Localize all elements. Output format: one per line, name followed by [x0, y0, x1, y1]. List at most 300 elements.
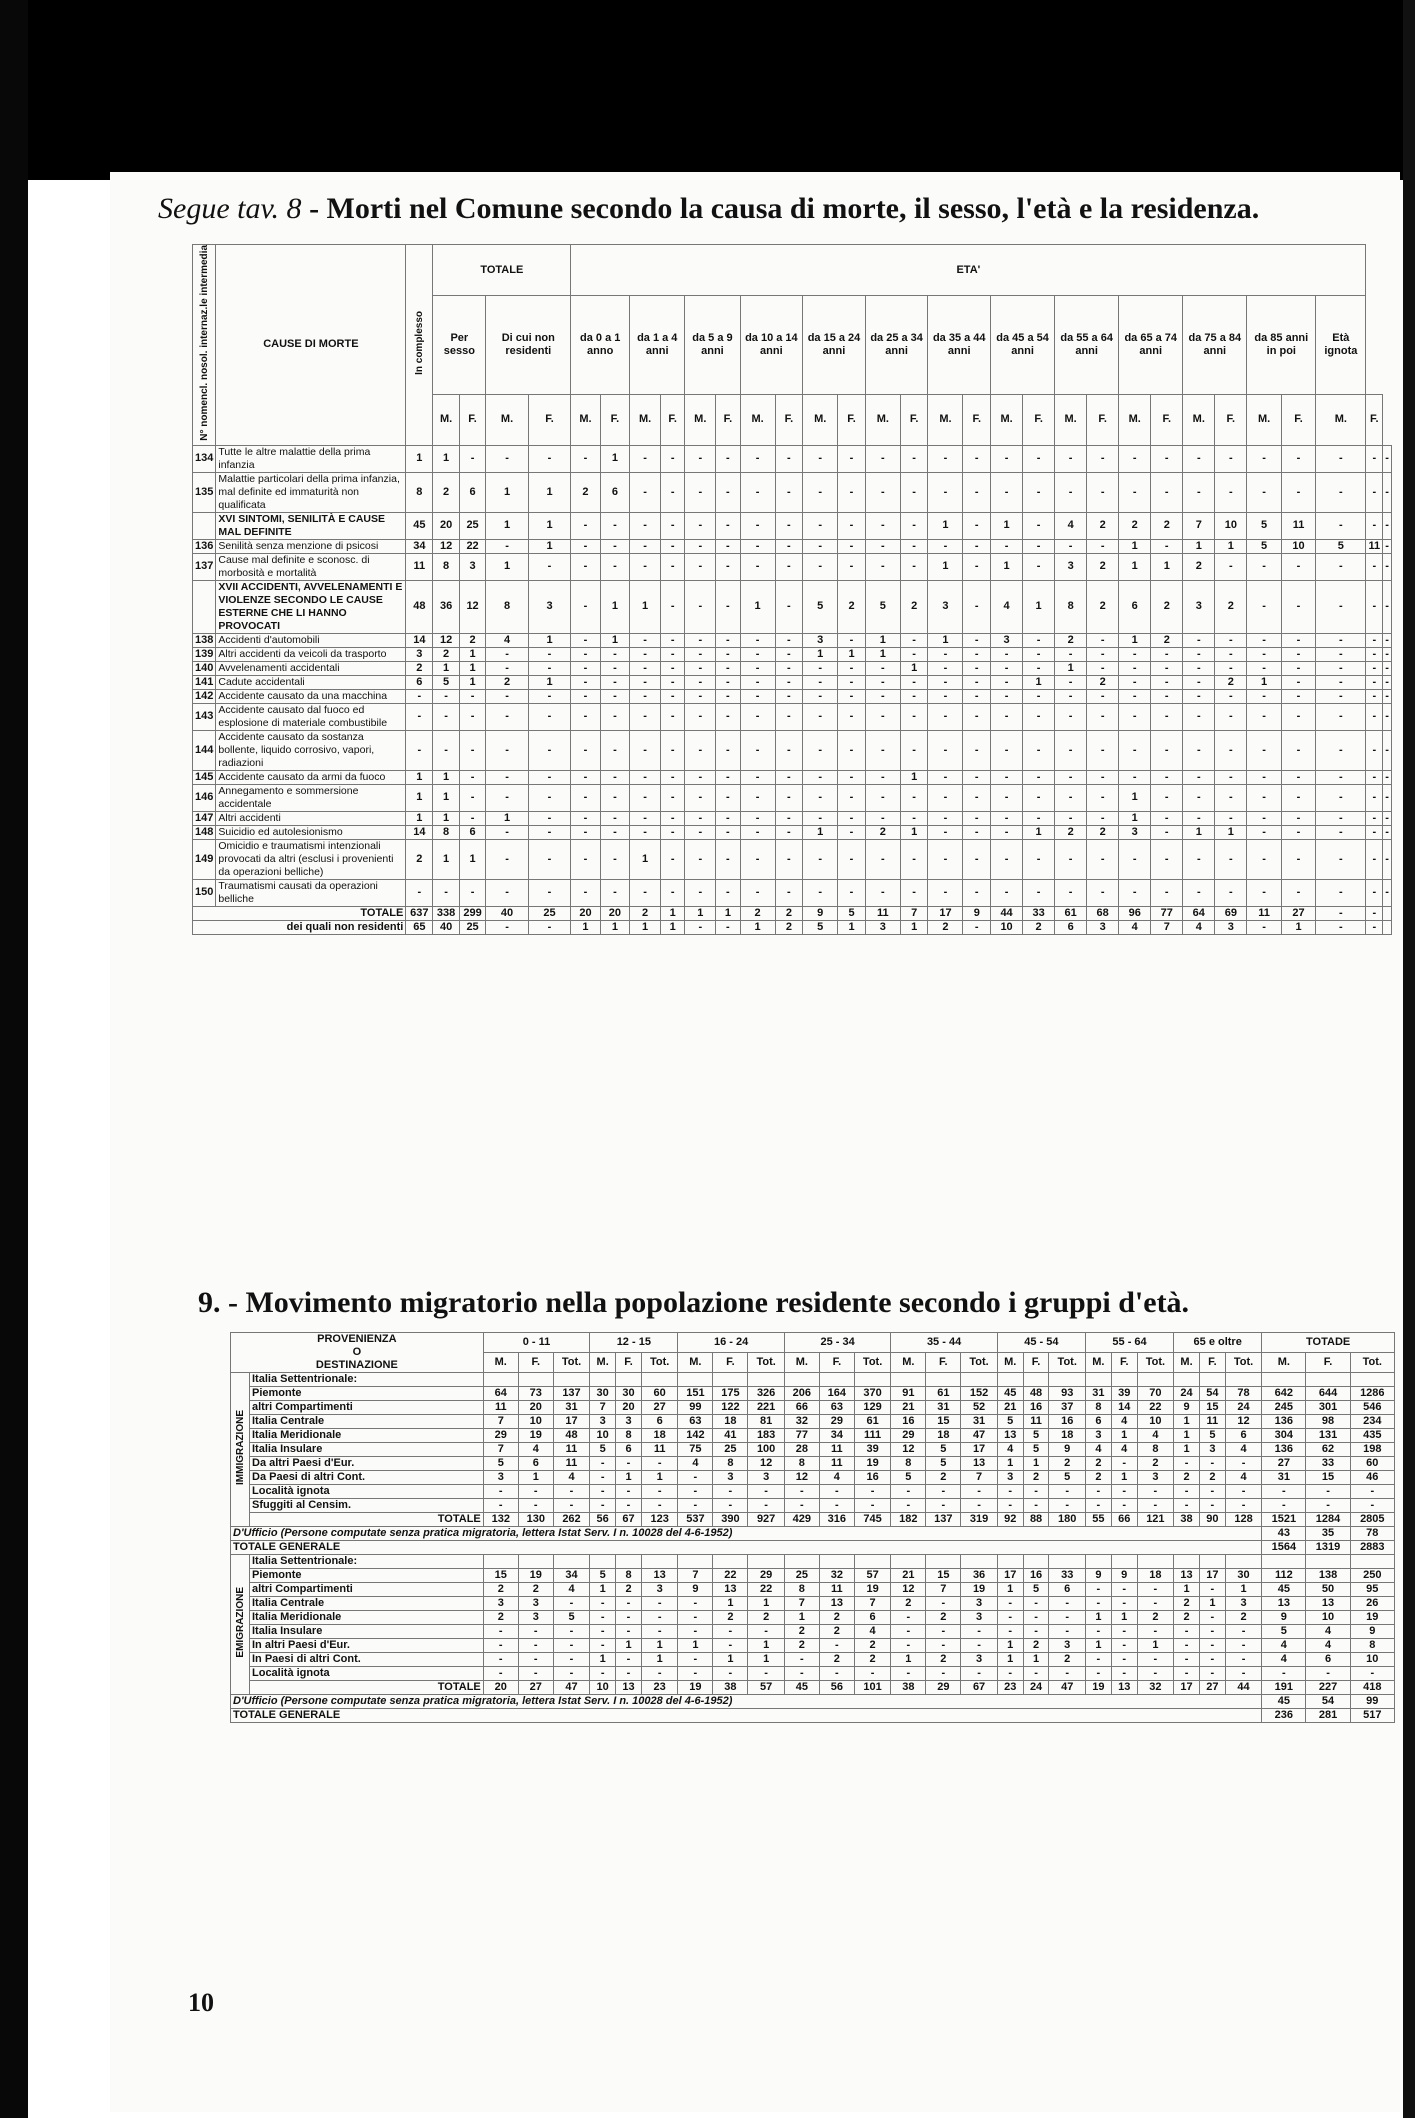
table8-cell: -	[1383, 661, 1392, 675]
table8-cell: 1	[486, 472, 528, 512]
table9-cell: 99	[1350, 1695, 1394, 1709]
table9-cell: 2	[483, 1611, 518, 1625]
table9-cell: 1284	[1306, 1513, 1350, 1527]
table9-cell: 4	[678, 1457, 713, 1471]
table8-totale-row	[193, 906, 1392, 920]
table8-cell: 1	[991, 512, 1023, 539]
table8-cell: 3	[1183, 580, 1215, 633]
table8-cell: -	[459, 445, 485, 472]
table9-cell: 2	[891, 1597, 926, 1611]
table9-cell: -	[713, 1499, 748, 1513]
table8-cell: -	[1183, 445, 1215, 472]
table8-row-total: 6	[406, 675, 433, 689]
table9-cell	[1262, 1373, 1306, 1387]
table8-cell: -	[1316, 839, 1366, 879]
table8-row	[193, 661, 1392, 675]
table8-cell: 1	[433, 811, 459, 825]
table9-cell: 60	[1350, 1457, 1394, 1471]
table8-cell: -	[991, 539, 1023, 553]
table8-cell: -	[1215, 839, 1247, 879]
table9-cell: -	[713, 1667, 748, 1681]
table9-cell: -	[1199, 1625, 1225, 1639]
table9-cell	[1306, 1373, 1350, 1387]
table8-row-cause: XVI SINTOMI, SENILITÀ E CAUSE MAL DEFINITE	[216, 512, 406, 539]
table8-nonres-row	[193, 920, 1392, 934]
table9-cell: 3	[1225, 1597, 1261, 1611]
table9-cell: 1	[997, 1457, 1023, 1471]
table8-cell: -	[865, 784, 900, 811]
table8-cell: -	[803, 703, 838, 730]
table9-cell: -	[553, 1667, 589, 1681]
table8-cell: 9	[803, 906, 838, 920]
table9-cell: 17	[997, 1569, 1023, 1583]
table9-cell: 19	[854, 1583, 890, 1597]
table8-cell: -	[1119, 703, 1151, 730]
table8-row-total: 11	[406, 553, 433, 580]
table9-cell: 2	[1023, 1471, 1049, 1485]
table9-cell: 2	[616, 1583, 642, 1597]
table9-cell: -	[616, 1597, 642, 1611]
table8-age-group-header: da 15 a 24 anni	[803, 296, 866, 395]
table9-cell: 4	[1262, 1653, 1306, 1667]
table9-row	[231, 1415, 1395, 1429]
table8-cell: 299	[459, 906, 485, 920]
table8-cell: -	[1281, 445, 1315, 472]
table9-cell: -	[748, 1485, 784, 1499]
table9-cell	[616, 1373, 642, 1387]
table8-cell: 1	[716, 906, 740, 920]
table9-cell: 370	[854, 1387, 890, 1401]
table8-cell: -	[661, 839, 685, 879]
table9-cell: -	[1085, 1499, 1111, 1513]
table8-cell: -	[865, 512, 900, 539]
table9-cell: -	[553, 1485, 589, 1499]
table8-cell: -	[865, 730, 900, 770]
table9-cell: -	[1350, 1499, 1394, 1513]
table8-cell: -	[1183, 703, 1215, 730]
table9-cell: -	[641, 1457, 677, 1471]
table8-cell: -	[1055, 675, 1087, 689]
table8-cell: -	[486, 647, 528, 661]
table9-cell: -	[961, 1667, 997, 1681]
table8-title	[158, 192, 1259, 226]
table8-cell: -	[838, 445, 866, 472]
table8-cell: -	[963, 472, 991, 512]
table9-cell: -	[641, 1611, 677, 1625]
table9-title: 9. - Movimento migratorio nella popolazione residente secondo i gruppi d'età.	[198, 1286, 1190, 1319]
table8-cell: -	[630, 539, 661, 553]
table8-cell: -	[900, 445, 928, 472]
table8-row-cause: Altri accidenti da veicoli da trasporto	[216, 647, 406, 661]
table9-cell: 1319	[1306, 1541, 1350, 1555]
table9-cell: -	[553, 1653, 589, 1667]
table8-cell: 20	[433, 512, 459, 539]
table9-m-header: M.	[483, 1353, 518, 1373]
table9-cell: 9	[1350, 1625, 1394, 1639]
table8-cell: -	[1383, 839, 1392, 879]
table8-nonres-row-label: dei quali non residenti	[193, 920, 406, 934]
table8-cell: -	[1316, 647, 1366, 661]
table8-cell: -	[685, 770, 716, 784]
table8-cell: -	[803, 784, 838, 811]
table8-cell: -	[775, 730, 803, 770]
table9-tot-header: Tot.	[748, 1353, 784, 1373]
table9-cell: 142	[678, 1429, 713, 1443]
table8-cell: -	[1383, 784, 1392, 811]
table8-row-cause: Accidente causato da sostanza bollente, liquido corrosivo, vapori, radiazioni	[216, 730, 406, 770]
table9-cell	[1262, 1555, 1306, 1569]
table9-cell: -	[1137, 1653, 1173, 1667]
table9-age-group-header: 25 - 34	[784, 1333, 890, 1353]
table9-cell: -	[553, 1597, 589, 1611]
table9-cell: 3	[961, 1653, 997, 1667]
table9-cell: 5	[1262, 1625, 1306, 1639]
table9-cell: 30	[590, 1387, 616, 1401]
table9-cell: -	[1225, 1499, 1261, 1513]
table9-m-header: M.	[678, 1353, 713, 1373]
table8-cell: -	[1281, 689, 1315, 703]
table8-cell: 5	[1316, 539, 1366, 553]
table8-cell: -	[803, 675, 838, 689]
table9-cell: -	[678, 1667, 713, 1681]
table8-cell: -	[865, 879, 900, 906]
table8-cell: -	[600, 730, 629, 770]
table8-cell: -	[630, 703, 661, 730]
table9-cell: 91	[891, 1387, 926, 1401]
table9-cell: -	[590, 1597, 616, 1611]
table8-cell: -	[1215, 445, 1247, 472]
table9-cell: 13	[713, 1583, 748, 1597]
table9-cell: 13	[1262, 1597, 1306, 1611]
table9-cell: 130	[518, 1513, 553, 1527]
table8-cell: -	[1055, 647, 1087, 661]
table8-cell: 1	[600, 920, 629, 934]
table9-cell: 2	[1137, 1611, 1173, 1625]
table8-cell: -	[1119, 770, 1151, 784]
table8-cell: -	[928, 784, 963, 811]
table8-cell: -	[928, 730, 963, 770]
table9-cell: 44	[1225, 1681, 1261, 1695]
table8-cell: -	[661, 689, 685, 703]
table8-cell: -	[838, 770, 866, 784]
table8-cell: 1	[865, 633, 900, 647]
table9-stub-line2: O	[352, 1346, 362, 1358]
table8-row-number: 149	[193, 839, 216, 879]
table9-cell: 129	[854, 1401, 890, 1415]
table9-cell	[1225, 1555, 1261, 1569]
table9-row-label: Italia Centrale	[250, 1597, 484, 1611]
table8-age-group-header: da 45 a 54 anni	[991, 296, 1055, 395]
table9-cell: 19	[1085, 1681, 1111, 1695]
table9-cell: -	[1174, 1457, 1200, 1471]
table8-sex-f-header: F.	[1281, 394, 1315, 445]
table9-cell: 4	[1085, 1443, 1111, 1457]
table8-cell: -	[685, 730, 716, 770]
table8-cell: -	[1383, 553, 1392, 580]
table8-cell: 4	[1183, 920, 1215, 934]
table8-cell: -	[775, 839, 803, 879]
table9-row-label: Italia Insulare	[250, 1443, 484, 1457]
table8-cell: -	[685, 539, 716, 553]
table9-side-label	[231, 1555, 250, 1695]
table9-cell: 15	[926, 1569, 961, 1583]
table8-row-cause: Traumatismi causati da operazioni belliche	[216, 879, 406, 906]
table8-cell: -	[1383, 472, 1392, 512]
table9-cell: 20	[518, 1401, 553, 1415]
table8-cell: 1	[486, 811, 528, 825]
table9-cell: 8	[784, 1583, 819, 1597]
table8-cell: 6	[1055, 920, 1087, 934]
table8-cell: -	[1023, 689, 1055, 703]
table9-cell: 11	[819, 1583, 854, 1597]
table9-cell: 13	[997, 1429, 1023, 1443]
table9-cell: 2	[1049, 1457, 1085, 1471]
table9-cell: 19	[961, 1583, 997, 1597]
table9-cell: 90	[1199, 1513, 1225, 1527]
table9-cell: 227	[1306, 1681, 1350, 1695]
table9-cell: 101	[854, 1681, 890, 1695]
table8-cell: -	[1316, 906, 1366, 920]
table8-cell: 1	[459, 839, 485, 879]
table8-cell: 2	[1151, 512, 1183, 539]
table9-cell: 31	[553, 1401, 589, 1415]
table8-cell: -	[600, 879, 629, 906]
table8-cell: -	[1215, 770, 1247, 784]
table9-cell: 11	[641, 1443, 677, 1457]
table8-cell: -	[963, 703, 991, 730]
table8-row-total: 2	[406, 839, 433, 879]
table8-cell: 2	[775, 920, 803, 934]
table8-row-cause: XVII ACCIDENTI, AVVELENAMENTI E VIOLENZE SECONDO LE CAUSE ESTERNE CHE LI HANNO PROVOCATI	[216, 580, 406, 633]
table8-cell: -	[740, 770, 775, 784]
table9-cell: 7	[854, 1597, 890, 1611]
table8-cell: 1	[1215, 539, 1247, 553]
table9-cell: 2	[854, 1653, 890, 1667]
table9-cell: 2883	[1350, 1541, 1394, 1555]
table8-age-group-header: da 85 anni in poi	[1247, 296, 1316, 395]
table8-cell: -	[528, 553, 570, 580]
table8-cell: -	[716, 445, 740, 472]
table9-cell: -	[926, 1639, 961, 1653]
table8-row-total: -	[406, 689, 433, 703]
table8-cell: 2	[433, 472, 459, 512]
table9-age-group-header: 55 - 64	[1085, 1333, 1173, 1353]
table9-cell: 2805	[1350, 1513, 1394, 1527]
table8-cell: -	[1281, 784, 1315, 811]
table9-cell: 48	[1023, 1387, 1049, 1401]
table8-sex-f-header: F.	[716, 394, 740, 445]
table9-cell: 21	[891, 1401, 926, 1415]
table8-age-group-header: da 5 a 9 anni	[685, 296, 740, 395]
table8-row-cause: Accidente causato da una macchina	[216, 689, 406, 703]
table8-cell: -	[1087, 689, 1119, 703]
table8-cell: 5	[433, 675, 459, 689]
table8-cell: 1	[486, 553, 528, 580]
table9-cell: 198	[1350, 1443, 1394, 1457]
table9-cell: 1	[641, 1471, 677, 1485]
table9-cell: 1	[1174, 1443, 1200, 1457]
table9-cell: 8	[891, 1457, 926, 1471]
table8-cell: -	[600, 553, 629, 580]
table8-cell: -	[630, 730, 661, 770]
table8-cell: 1	[1183, 539, 1215, 553]
table9-age-group-header: TOTADE	[1262, 1333, 1395, 1353]
table9-cell: 39	[1111, 1387, 1137, 1401]
table8-sex-f-header: F.	[600, 394, 629, 445]
table9-cell: 24	[1225, 1401, 1261, 1415]
table9-cell: 3	[483, 1597, 518, 1611]
table9-row-label: Da altri Paesi d'Eur.	[250, 1457, 484, 1471]
table9-row-label: Italia Settentrionale:	[250, 1555, 484, 1569]
table8-row-number: 144	[193, 730, 216, 770]
table8-cell: -	[803, 512, 838, 539]
table8-row-number: 141	[193, 675, 216, 689]
table8-cell: -	[1366, 580, 1383, 633]
table9-cell	[1049, 1373, 1085, 1387]
table8-cell: -	[685, 445, 716, 472]
table9-row-label: Da Paesi di altri Cont.	[250, 1471, 484, 1485]
table8-cell: -	[1119, 647, 1151, 661]
table8-cell: -	[486, 445, 528, 472]
table8-cell: -	[600, 689, 629, 703]
table8-cell: 10	[1281, 539, 1315, 553]
table8-row	[193, 770, 1392, 784]
table8-cell: -	[685, 825, 716, 839]
table8-cell: 1	[1215, 825, 1247, 839]
table8-cell: 1	[486, 512, 528, 539]
table8-cell: -	[600, 839, 629, 879]
table9-cell: 56	[590, 1513, 616, 1527]
table8-cell: -	[1247, 839, 1281, 879]
table8-cell: -	[600, 675, 629, 689]
table9-cell: 301	[1306, 1401, 1350, 1415]
table8-cell: -	[1023, 784, 1055, 811]
table8-sex-f-header: F.	[1151, 394, 1183, 445]
table8-cell: -	[775, 661, 803, 675]
table8-cell: -	[1087, 811, 1119, 825]
table8-cell: 2	[433, 647, 459, 661]
table8-sex-m-header: M.	[1183, 394, 1215, 445]
table8-cell: 2	[1087, 512, 1119, 539]
table9-cell: -	[1199, 1499, 1225, 1513]
table9-cell: 131	[1306, 1429, 1350, 1443]
table8-cell: 25	[459, 512, 485, 539]
table8-cell: -	[991, 839, 1023, 879]
table9-cell: 30	[616, 1387, 642, 1401]
table8-cell: -	[838, 539, 866, 553]
table8-cell: -	[1183, 730, 1215, 770]
table8-cell: 8	[1055, 580, 1087, 633]
table9-cell: 3	[748, 1471, 784, 1485]
table9-cell: -	[1350, 1667, 1394, 1681]
table8-cell: -	[775, 445, 803, 472]
table9-cell	[1023, 1555, 1049, 1569]
table9-cell	[641, 1373, 677, 1387]
table9-tot-header: Tot.	[1049, 1353, 1085, 1373]
table9-cell: -	[854, 1485, 890, 1499]
table8-cell: -	[991, 661, 1023, 675]
table9-cell: 4	[553, 1471, 589, 1485]
table8-cell: -	[1215, 703, 1247, 730]
table8-cell: -	[1247, 770, 1281, 784]
table8-cell: 4	[991, 580, 1023, 633]
table8-cell: -	[838, 661, 866, 675]
table9-cell	[1350, 1373, 1394, 1387]
table9-cell: 2	[926, 1611, 961, 1625]
table9-cell	[678, 1555, 713, 1569]
table8-cell: -	[1366, 445, 1383, 472]
table8-cell: 3	[459, 553, 485, 580]
table8-cell: -	[928, 539, 963, 553]
table9-cell: 2	[1049, 1653, 1085, 1667]
table8-cell: -	[1215, 730, 1247, 770]
table8-cell: -	[1215, 661, 1247, 675]
table9-row	[231, 1457, 1395, 1471]
table9-cell	[483, 1373, 518, 1387]
table8-cell: -	[1151, 675, 1183, 689]
table8-cell: -	[1281, 811, 1315, 825]
table8-cell: -	[661, 472, 685, 512]
table9-cell: -	[641, 1499, 677, 1513]
table9-cell: 7	[961, 1471, 997, 1485]
table8-cell: 1	[803, 647, 838, 661]
table9-cell: 78	[1350, 1527, 1394, 1541]
table8-cell: -	[661, 784, 685, 811]
table8-cell: 4	[486, 633, 528, 647]
table9-cell: 2	[483, 1583, 518, 1597]
table9-row-label: Italia Meridionale	[250, 1429, 484, 1443]
table8-cell: -	[486, 539, 528, 553]
table8-cell: 3	[1055, 553, 1087, 580]
table8-cell: -	[1023, 730, 1055, 770]
table9-cell: 95	[1350, 1583, 1394, 1597]
table9-f-header: F.	[926, 1353, 961, 1373]
table9-cell: 1	[590, 1653, 616, 1667]
table9-cell: 123	[641, 1513, 677, 1527]
table9-cell: 2	[1023, 1639, 1049, 1653]
table8-cell: -	[740, 825, 775, 839]
table9-cell: -	[1085, 1485, 1111, 1499]
table8-cell: 2	[630, 906, 661, 920]
table8-cell: -	[1215, 633, 1247, 647]
table9-cell: -	[1111, 1597, 1137, 1611]
table9-cell: 5	[590, 1569, 616, 1583]
table9-age-group-header: 16 - 24	[678, 1333, 784, 1353]
table8-cell: -	[716, 633, 740, 647]
table8-cell: -	[661, 539, 685, 553]
table8-cell: -	[1247, 445, 1281, 472]
table9-cell: -	[590, 1611, 616, 1625]
table9-cell: 8	[713, 1457, 748, 1471]
table8-cell: 68	[1087, 906, 1119, 920]
table8-cell: -	[1023, 512, 1055, 539]
table8-cell: -	[1055, 770, 1087, 784]
table9-cell: -	[1111, 1625, 1137, 1639]
table8-cell: 9	[963, 906, 991, 920]
table9-cell: -	[1306, 1485, 1350, 1499]
table8-cell: 1	[1023, 825, 1055, 839]
table9-cell: 1	[1023, 1457, 1049, 1471]
table8-cell: -	[1366, 770, 1383, 784]
table9-cell: -	[553, 1499, 589, 1513]
table9-cell: 4	[1262, 1639, 1306, 1653]
table8-row-number: 146	[193, 784, 216, 811]
table9-cell: -	[854, 1667, 890, 1681]
table9-cell: 11	[1023, 1415, 1049, 1429]
table8-totale-row-label: TOTALE	[193, 906, 406, 920]
table8-cell: -	[865, 472, 900, 512]
table8-cell: -	[528, 689, 570, 703]
